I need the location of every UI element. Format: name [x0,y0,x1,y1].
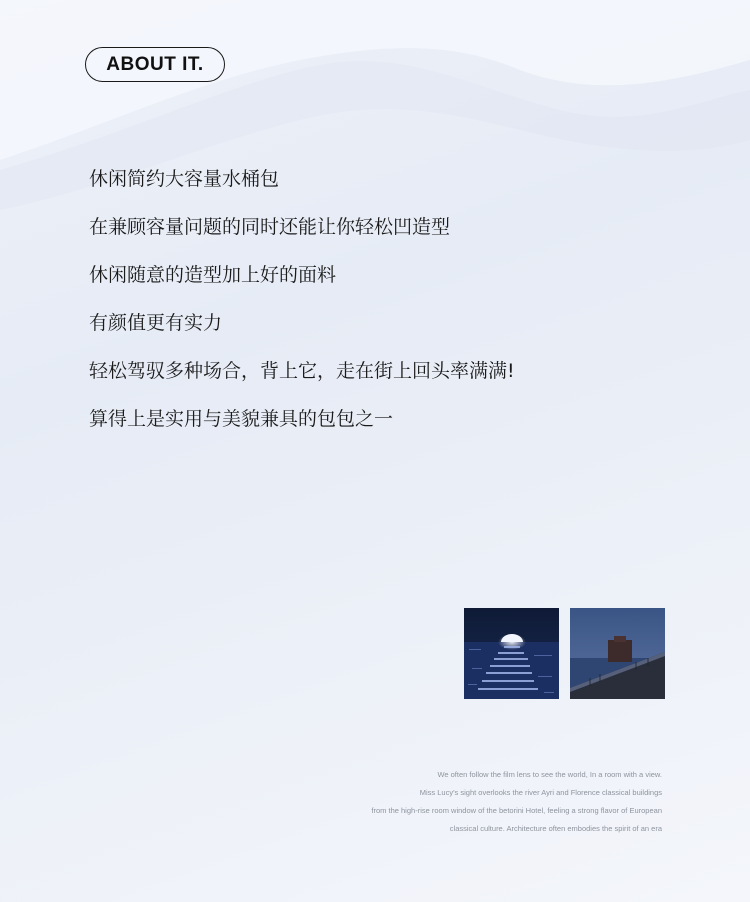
moon-sea-photo [464,608,559,699]
description-line: 算得上是实用与美貌兼具的包包之一 [89,408,394,430]
caption-block [371,766,662,838]
description-line: 在兼顾容量问题的同时还能让你轻松凹造型 [89,216,451,238]
caption-line: classical culture. Architecture often embodies the spirit of an era [449,824,662,833]
caption-line: We often follow the film lens to see the world, In a room with a view. [437,770,662,779]
caption-line: from the high-rise room window of the betorini Hotel, feeling a strong flavor of European [371,806,662,815]
description-line: 轻松驾驭多种场合，背上它，走在街上回头率满满! [89,360,515,382]
caption-line: Miss Lucy's sight overlooks the river Ayri and Florence classical buildings [419,788,662,797]
description-line: 有颜值更有实力 [89,312,223,334]
description-list [89,166,515,454]
description-line: 休闲随意的造型加上好的面料 [89,264,337,286]
about-badge: ABOUT IT. [85,47,225,82]
description-line: 休闲简约大容量水桶包 [89,168,280,190]
coast-building-photo [570,608,665,699]
